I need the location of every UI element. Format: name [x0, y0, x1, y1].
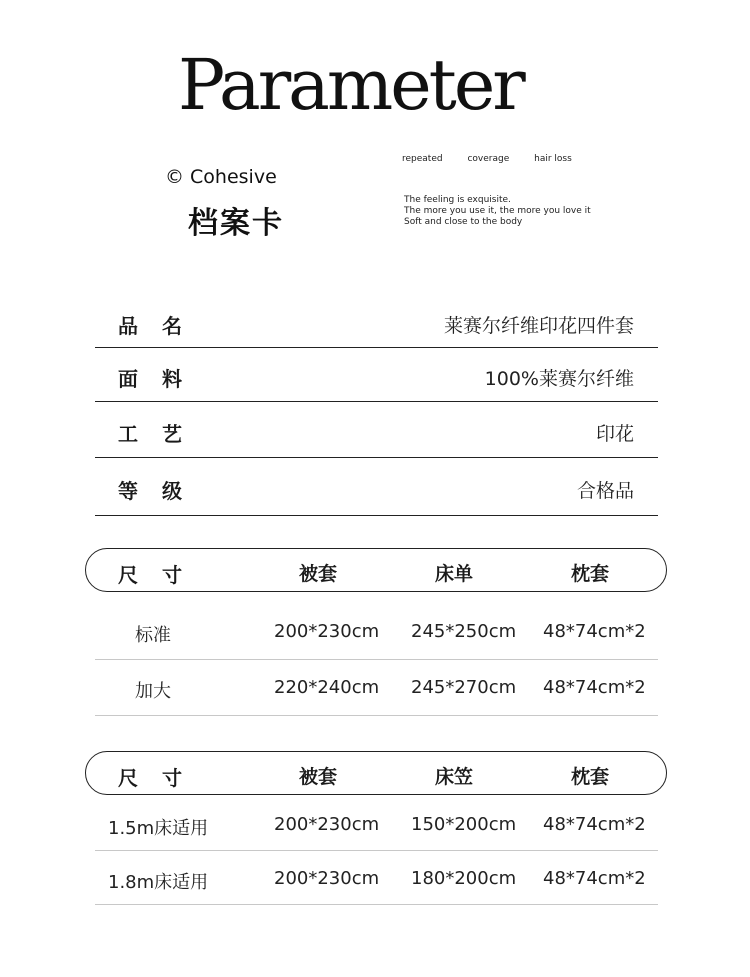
table-cell: 48*74cm*2: [543, 814, 646, 835]
card-title: 档案卡: [188, 206, 284, 241]
tag: hair loss: [534, 154, 572, 164]
size-table-fitted: [95, 751, 667, 905]
header-cell: 被套: [299, 563, 338, 585]
table-header: [85, 548, 667, 592]
table-cell: 200*230cm: [274, 621, 380, 642]
info-value: 100%莱赛尔纤维: [484, 368, 634, 390]
header-cell: 被套: [299, 766, 338, 788]
info-row: [95, 458, 658, 516]
slogan: [404, 195, 591, 228]
table-cell: 245*270cm: [411, 677, 517, 698]
info-row: [95, 302, 658, 348]
table-cell: 180*200cm: [411, 868, 517, 889]
info-label: 面料: [118, 367, 206, 391]
header-cell: 床笠: [435, 766, 474, 788]
tag: coverage: [467, 154, 510, 164]
size-table-standard: [95, 548, 667, 716]
table-cell: 48*74cm*2: [543, 677, 646, 698]
slogan-line: Soft and close to the body: [404, 217, 523, 227]
table-cell: 220*240cm: [274, 677, 380, 698]
header-cell: 尺寸: [118, 563, 206, 587]
table-cell: 1.5m床适用: [108, 818, 209, 839]
table-cell: 200*230cm: [274, 868, 380, 889]
brand-name: © Cohesive: [165, 166, 277, 188]
tag: repeated: [402, 154, 443, 164]
slogan-line: The more you use it, the more you love it: [404, 206, 591, 216]
table-cell: 200*230cm: [274, 814, 380, 835]
info-table: [95, 302, 658, 516]
info-label: 品名: [118, 314, 206, 338]
info-value: 印花: [595, 423, 634, 445]
info-label: 工艺: [118, 422, 206, 446]
table-header: [85, 751, 667, 795]
info-label: 等级: [118, 479, 206, 503]
info-value: 合格品: [576, 480, 634, 502]
table-cell: 245*250cm: [411, 621, 517, 642]
table-row: [95, 604, 658, 660]
header-cell: 床单: [435, 563, 474, 585]
table-cell: 48*74cm*2: [543, 621, 646, 642]
info-value: 莱赛尔纤维印花四件套: [443, 315, 634, 337]
table-row: [95, 851, 658, 905]
table-row: [95, 660, 658, 716]
info-row: [95, 348, 658, 402]
table-cell: 48*74cm*2: [543, 868, 646, 889]
table-cell: 加大: [135, 681, 171, 702]
slogan-line: The feeling is exquisite.: [404, 195, 511, 205]
table-cell: 1.8m床适用: [108, 872, 209, 893]
page-title: Parameter: [178, 44, 523, 126]
table-cell: 150*200cm: [411, 814, 517, 835]
tag-list: [402, 154, 594, 164]
table-cell: 标准: [135, 625, 171, 646]
info-row: [95, 402, 658, 458]
header-cell: 枕套: [571, 563, 610, 585]
header-cell: 尺寸: [118, 766, 206, 790]
table-row: [95, 797, 658, 851]
header-cell: 枕套: [571, 766, 610, 788]
